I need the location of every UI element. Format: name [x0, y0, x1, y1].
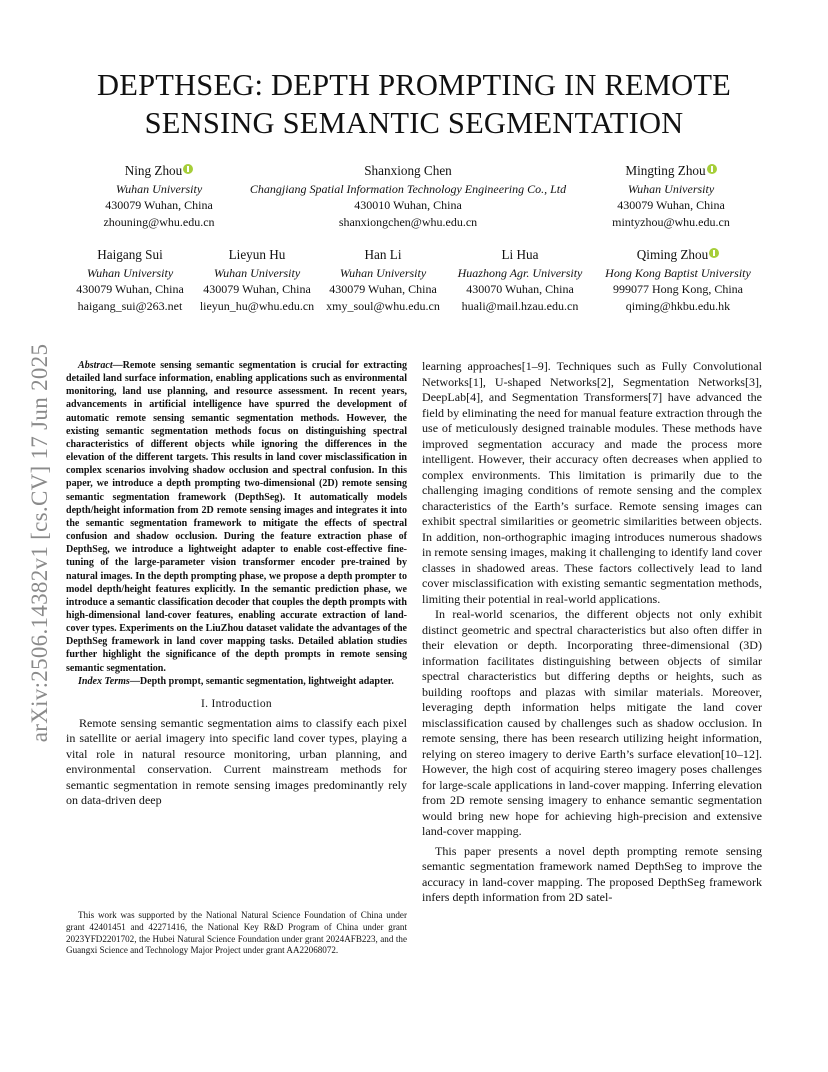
- right-column: [422, 359, 762, 906]
- author-block: [64, 247, 196, 314]
- author-block: [318, 247, 448, 314]
- author-address: 430079 Wuhan, China: [76, 282, 184, 296]
- author-block: [214, 163, 602, 230]
- left-column: [66, 359, 407, 809]
- author-block: [84, 163, 234, 230]
- index-terms-text: —Depth prompt, semantic segmentation, lightweight adapter.: [129, 675, 394, 687]
- body-paragraph: This paper presents a novel depth prompting remote sensing semantic segmentation framework named DepthSeg to improve the accuracy in land-cover mapping. The proposed DepthSeg framework infers depth information from 2D satel-: [422, 843, 762, 904]
- author-email[interactable]: haigang_sui@263.net: [77, 298, 183, 313]
- author-email[interactable]: huali@mail.hzau.edu.cn: [461, 298, 579, 313]
- arxiv-identifier: arXiv:2506.14382v1 [cs.CV] 17 Jun 2025: [27, 343, 52, 742]
- abstract: [66, 359, 407, 675]
- author-name: Mingting Zhou: [625, 163, 706, 178]
- author-address: 430079 Wuhan, China: [105, 198, 213, 212]
- intro-paragraph: Remote sensing semantic segmentation aims to classify each pixel in satellite or aerial imagery into specific land cover types, playing a vital role in natural resource monitoring, urban planning, and environmental conservation. Current mainstream methods for semantic segmentation in remote sensing images predominantly rely on data-driven deep: [66, 715, 407, 808]
- index-terms: [66, 675, 407, 688]
- orcid-icon[interactable]: [183, 164, 193, 174]
- author-address: 430070 Wuhan, China: [466, 282, 574, 296]
- orcid-icon[interactable]: [707, 164, 717, 174]
- author-email[interactable]: shanxiongchen@whu.edu.cn: [338, 214, 478, 229]
- author-email[interactable]: zhouning@whu.edu.cn: [103, 214, 215, 229]
- author-block: [596, 163, 746, 230]
- author-name: Haigang Sui: [97, 247, 163, 262]
- section-heading: I. Introduction: [201, 697, 272, 710]
- author-affiliation: Wuhan University: [213, 265, 301, 280]
- author-email[interactable]: xmy_soul@whu.edu.cn: [326, 298, 440, 313]
- author-affiliation: Changjiang Spatial Information Technology Engineering Co., Ltd: [249, 181, 567, 196]
- author-affiliation: Wuhan University: [115, 181, 203, 196]
- author-block: [446, 247, 594, 314]
- author-address: 430079 Wuhan, China: [617, 198, 725, 212]
- body-paragraph: learning approaches[1–9]. Techniques such as Fully Convolutional Networks[1], U-shaped Networks[2], Segmentation Networks[3], DeepLab[4], and Segmentation Transformers[7] have advanced the field by eliminating the need for manual feature extraction through the use of meticulously designed trainable modules. These methods have improved segmentation accuracy and made the process more intelligent. However, their accuracy often decreases when applied to complex environments. This limitation is primarily due to the challenging imaging conditions of remote sensing and the complex characteristics of the Earth’s surface. Remote sensing images can exhibit spectral similarities or geometric similarities between objects. In addition, non-orthographic imaging introduces numerous shadows in remote sensing images, making it challenging to identify land cover classes in shadowed areas. These factors collectively lead to land cover misclassification with existing semantic segmentation methods, limiting their potential in real-world applications.: [422, 359, 762, 606]
- paper-title: DEPTHSEG: DEPTH PROMPTING IN REMOTE SENSING SEMANTIC SEGMENTATION: [97, 68, 731, 140]
- arxiv-sidebar: [20, 305, 60, 780]
- author-name: Han Li: [364, 247, 402, 262]
- abstract-lead: Abstract: [78, 360, 113, 371]
- author-affiliation: Huazhong Agr. University: [457, 265, 583, 280]
- author-email[interactable]: qiming@hkbu.edu.hk: [625, 298, 731, 313]
- author-email[interactable]: mintyzhou@whu.edu.cn: [612, 214, 730, 229]
- author-name: Li Hua: [501, 247, 539, 262]
- author-address: 999077 Hong Kong, China: [613, 282, 743, 296]
- author-affiliation: Hong Kong Baptist University: [605, 265, 751, 280]
- author-name: Ning Zhou: [124, 163, 183, 178]
- footnote: [66, 910, 407, 957]
- index-terms-lead: Index Terms: [78, 675, 130, 687]
- author-block: [592, 247, 764, 314]
- funding-footnote: This work was supported by the National Natural Science Foundation of China under grant 42401451 and 42271416, the National Key R&D Program of China under grant 2023YFD2201702, the Hubei Natural Science Foundation under grant 2024AFB223, and the Guangxi Science and Technology Major Project under grant AA22068072.: [66, 910, 407, 956]
- author-email[interactable]: lieyun_hu@whu.edu.cn: [199, 298, 315, 313]
- author-affiliation: Wuhan University: [627, 181, 715, 196]
- author-affiliation: Wuhan University: [86, 265, 174, 280]
- author-address: 430079 Wuhan, China: [329, 282, 437, 296]
- author-address: 430079 Wuhan, China: [203, 282, 311, 296]
- author-address: 430010 Wuhan, China: [354, 198, 462, 212]
- author-affiliation: Wuhan University: [339, 265, 427, 280]
- author-block: [192, 247, 322, 314]
- body-paragraph: In real-world scenarios, the different objects not only exhibit distinct geometric and spectral characteristics but also often differ in their elevation or depth. Incorporating three-dimensional (3D) information facilitates distinguishing between objects of similar spectral characteristics but differing depths or heights, such as building rooftops and plazas with similar materials. Moreover, leveraging depth information helps mitigate the land cover misclassification caused by challenges such as shadow occlusion. In remote sensing, there has been research utilizing height information, relying on stereo imagery to derive Earth’s surface elevation[10–12]. However, the high cost of acquiring stereo imagery poses challenges for large-scale applications in land-cover mapping. Inferring elevation from 2D remote sensing imagery to enhance semantic segmentation would bring new hope for achieving high-precision and extensive land-cover mapping.: [422, 607, 762, 838]
- abstract-text: —Remote sensing semantic segmentation is crucial for extracting detailed land surface information, enabling applications such as environmental monitoring, land use planning, and resource assessment. In recent years, advancements in artificial intelligence have spurred the development of automatic remote sensing semantic segmentation methods. However, the existing semantic segmentation methods focus on distinguishing spectral characteristics of different objects while ignoring the differences in the elevation of the different targets. This results in land cover misclassification in complex scenarios involving shadow occlusion and spectral confusion. In this paper, we introduce a depth prompting two-dimensional (2D) remote sensing semantic segmentation framework (DepthSeg). It automatically models depth/height information from 2D remote sensing images and integrates it into the semantic segmentation framework to mitigate the effects of spectral confusion and shadow occlusion. During the feature extraction phase of DepthSeg, we introduce a lightweight adapter to enable cost-effective fine-tuning of the large-parameter vision transformer encoder pre-trained by natural images. In the depth prompting phase, we propose a depth prompter to model depth/height features explicitly. In the semantic prediction phase, we introduce a semantic classification decoder that couples the depth prompts with high-dimensional land-cover features, enabling accurate extraction of land-cover types. Experiments on the LiuZhou dataset validate the advantages of the DepthSeg framework in land cover mapping tasks. Detailed ablation studies further highlight the significance of the depth prompts in remote sensing semantic segmentation.: [66, 360, 407, 674]
- author-name: Lieyun Hu: [228, 247, 286, 262]
- orcid-icon[interactable]: [709, 248, 719, 258]
- author-name: Shanxiong Chen: [364, 163, 452, 178]
- author-name: Qiming Zhou: [636, 247, 709, 262]
